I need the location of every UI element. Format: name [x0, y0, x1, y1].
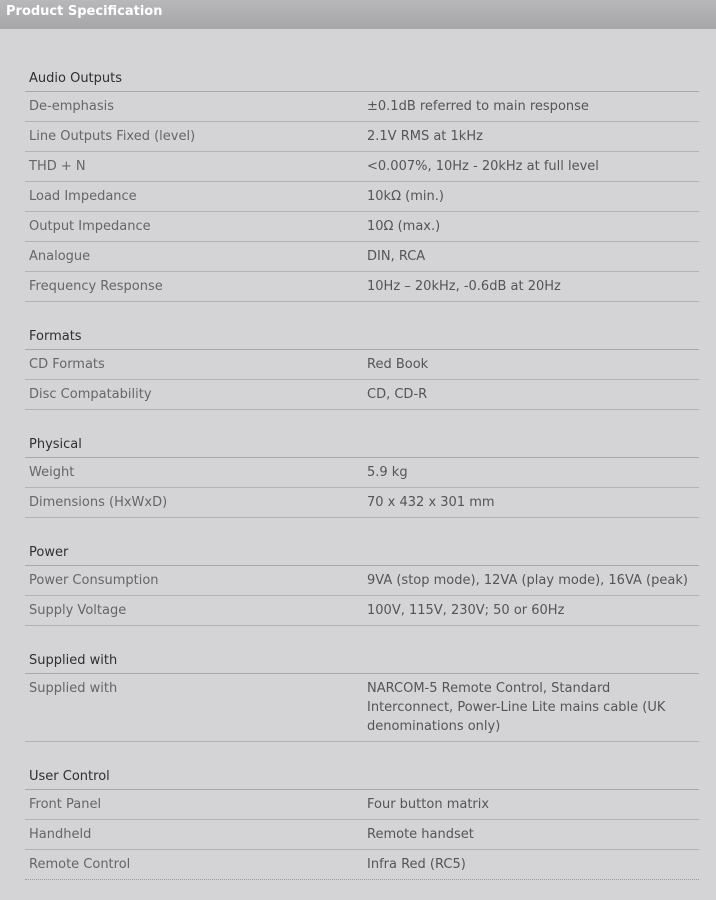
spec-label: THD + N	[29, 159, 86, 174]
spec-value: Infra Red (RC5)	[367, 857, 466, 872]
spec-row	[25, 850, 699, 880]
spec-value: Red Book	[367, 357, 429, 372]
spec-value: Remote handset	[367, 827, 474, 842]
spec-section-user-control	[25, 761, 699, 880]
spec-label: Load Impedance	[29, 189, 137, 204]
spec-label: Disc Compatability	[29, 387, 152, 402]
spec-value: 9VA (stop mode), 12VA (play mode), 16VA (peak)	[367, 573, 688, 588]
section-title: Audio Outputs	[25, 63, 699, 92]
spec-label: Line Outputs Fixed (level)	[29, 129, 196, 144]
spec-row	[25, 488, 699, 518]
section-title: User Control	[25, 761, 699, 790]
spec-row	[25, 182, 699, 212]
spec-value: 5.9 kg	[367, 465, 408, 480]
spec-section-formats	[25, 321, 699, 410]
spec-row	[25, 820, 699, 850]
spec-value: 70 x 432 x 301 mm	[367, 495, 495, 510]
spec-row	[25, 92, 699, 122]
spec-value: CD, CD-R	[367, 387, 428, 402]
spec-row	[25, 674, 699, 742]
spec-value: NARCOM-5 Remote Control, Standard Interconnect, Power-Line Lite mains cable (UK denominations only)	[367, 681, 666, 734]
spec-row	[25, 212, 699, 242]
spec-table	[25, 29, 699, 880]
spec-row	[25, 350, 699, 380]
section-title: Power	[25, 537, 699, 566]
spec-value: Four button matrix	[367, 797, 490, 812]
spec-value: 2.1V RMS at 1kHz	[367, 129, 483, 144]
section-title: Physical	[25, 429, 699, 458]
spec-label: Power Consumption	[29, 573, 159, 588]
spec-label: Dimensions (HxWxD)	[29, 495, 168, 510]
spec-value: 10kΩ (min.)	[367, 189, 444, 204]
spec-row	[25, 152, 699, 182]
spec-row	[25, 458, 699, 488]
spec-label: Weight	[29, 465, 75, 480]
page-title: Product Specification	[6, 4, 163, 19]
spec-row	[25, 596, 699, 626]
spec-label: De-emphasis	[29, 99, 114, 114]
spec-row	[25, 242, 699, 272]
spec-label: Handheld	[29, 827, 92, 842]
spec-value: 10Ω (max.)	[367, 219, 441, 234]
spec-row	[25, 122, 699, 152]
spec-label: CD Formats	[29, 357, 105, 372]
page-title-bar	[0, 0, 716, 29]
spec-label: Frequency Response	[29, 279, 163, 294]
spec-value: 100V, 115V, 230V; 50 or 60Hz	[367, 603, 565, 618]
spec-label: Output Impedance	[29, 219, 151, 234]
spec-label: Supplied with	[29, 681, 118, 696]
spec-row	[25, 380, 699, 410]
spec-label: Supply Voltage	[29, 603, 127, 618]
spec-value: <0.007%, 10Hz - 20kHz at full level	[367, 159, 599, 174]
spec-section-power	[25, 537, 699, 626]
spec-row	[25, 272, 699, 302]
spec-label: Analogue	[29, 249, 91, 264]
spec-section-supplied-with	[25, 645, 699, 742]
spec-label: Front Panel	[29, 797, 102, 812]
spec-row	[25, 566, 699, 596]
spec-value: 10Hz – 20kHz, -0.6dB at 20Hz	[367, 279, 561, 294]
section-title: Formats	[25, 321, 699, 350]
spec-section-physical	[25, 429, 699, 518]
spec-value: ±0.1dB referred to main response	[367, 99, 589, 114]
spec-label: Remote Control	[29, 857, 131, 872]
spec-row	[25, 790, 699, 820]
spec-value: DIN, RCA	[367, 249, 426, 264]
section-title: Supplied with	[25, 645, 699, 674]
spec-section-audio-outputs	[25, 63, 699, 302]
